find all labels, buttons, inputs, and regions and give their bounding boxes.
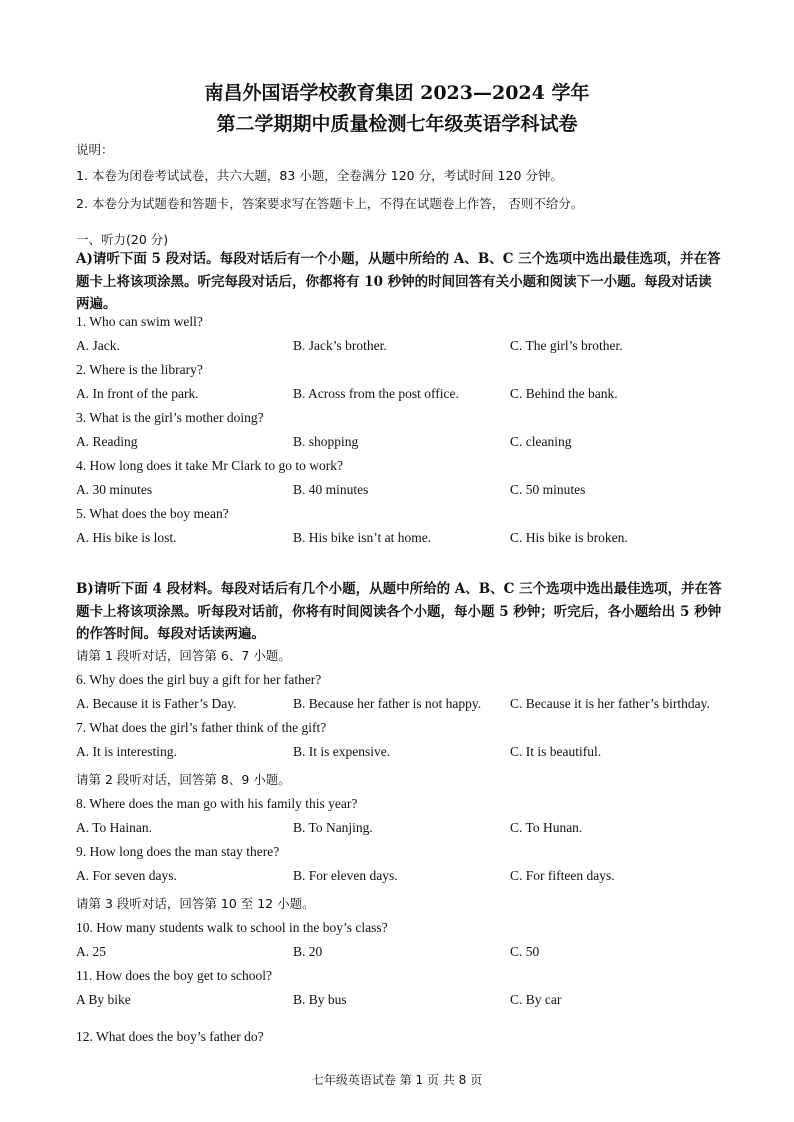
q5-option-c: C. His bike is broken.: [510, 530, 628, 545]
question-9: 9. How long does the man stay there?: [76, 844, 280, 859]
question-6: 6. Why does the girl buy a gift for her father?: [76, 672, 322, 687]
question-4: 4. How long does it take Mr Clark to go to work?: [76, 458, 343, 473]
q3-option-c: C. cleaning: [510, 434, 572, 449]
q4-option-c: C. 50 minutes: [510, 482, 586, 497]
question-7: 7. What does the girl’s father think of the gift?: [76, 720, 327, 735]
q3-option-b: B. shopping: [293, 434, 359, 449]
q2-option-a: A. In front of the park.: [76, 386, 199, 401]
notes-label: 说明：: [76, 142, 114, 157]
q4-option-b: B. 40 minutes: [293, 482, 369, 497]
question-11: 11. How does the boy get to school?: [76, 968, 272, 983]
q6-option-a: A. Because it is Father’s Day.: [76, 696, 237, 711]
q2-option-c: C. Behind the bank.: [510, 386, 618, 401]
exam-title-line2: 第二学期期中质量检测七年级英语学科试卷: [216, 113, 578, 135]
question-3: 3. What is the girl’s mother doing?: [76, 410, 264, 425]
question-5: 5. What does the boy mean?: [76, 506, 229, 521]
question-1: 1. Who can swim well?: [76, 314, 203, 329]
q9-option-a: A. For seven days.: [76, 868, 177, 883]
note-item-1: 1. 本卷为闭卷考试试卷，共六大题，83 小题，全卷满分 120 分，考试时间 120 分钟。: [76, 168, 563, 183]
q6-option-b: B. Because her father is not happy.: [293, 696, 482, 711]
q1-option-a: A. Jack.: [76, 338, 120, 353]
q11-option-c: C. By car: [510, 992, 562, 1007]
part-b-instruction: B)请听下面 4 段材料。每段对话后有几个小题，从题中所给的 A、B、C 三个选项中选出最佳选项，并在答题卡上将该项涂黑。听每段对话前，你将有时间阅读各个小题，每小题 5 秒钟；听完后，各小题给出 5 秒钟的作答时间。每段对话读两遍。: [76, 581, 722, 642]
q7-option-b: B. It is expensive.: [293, 744, 391, 759]
question-2: 2. Where is the library?: [76, 362, 203, 377]
passage-3-note: 请第 3 段听对话，回答第 10 至 12 小题。: [76, 896, 315, 911]
passage-2-note: 请第 2 段听对话，回答第 8、9 小题。: [76, 772, 291, 787]
q6-option-c: C. Because it is her father’s birthday.: [510, 696, 710, 711]
q4-option-a: A. 30 minutes: [76, 482, 153, 497]
question-8: 8. Where does the man go with his family this year?: [76, 796, 358, 811]
q5-option-b: B. His bike isn’t at home.: [293, 530, 432, 545]
q10-option-a: A. 25: [76, 944, 106, 959]
note-item-2: 2. 本卷分为试题卷和答题卡，答案要求写在答题卡上，不得在试题卷上作答， 否则不给分。: [76, 196, 584, 211]
passage-1-note: 请第 1 段听对话，回答第 6、7 小题。: [76, 648, 291, 663]
part-a-instruction: A)请听下面 5 段对话。每段对话后有一个小题，从题中所给的 A、B、C 三个选项中选出最佳选项，并在答题卡上将该项涂黑。听完每段对话后，你都将有 10 秒钟的时间回答有关小题和阅读下一小题。每段对话读两遍。: [76, 251, 721, 312]
q10-option-c: C. 50: [510, 944, 540, 959]
q8-option-c: C. To Hunan.: [510, 820, 583, 835]
q10-option-b: B. 20: [293, 944, 323, 959]
question-12: 12. What does the boy’s father do?: [76, 1029, 264, 1044]
q1-option-c: C. The girl’s brother.: [510, 338, 623, 353]
section-heading-listening: 一、听力(20 分): [76, 232, 169, 247]
q1-option-b: B. Jack’s brother.: [293, 338, 387, 353]
q9-option-c: C. For fifteen days.: [510, 868, 615, 883]
q7-option-a: A. It is interesting.: [76, 744, 177, 759]
page-footer: 七年级英语试卷 第 1 页 共 8 页: [311, 1073, 483, 1087]
q8-option-b: B. To Nanjing.: [293, 820, 373, 835]
q7-option-c: C. It is beautiful.: [510, 744, 602, 759]
q9-option-b: B. For eleven days.: [293, 868, 398, 883]
q3-option-a: A. Reading: [76, 434, 138, 449]
q11-option-b: B. By bus: [293, 992, 347, 1007]
exam-title-line1: 南昌外国语学校教育集团 2023—2024 学年: [204, 82, 590, 104]
q2-option-b: B. Across from the post office.: [293, 386, 459, 401]
q11-option-a: A By bike: [76, 992, 131, 1007]
q8-option-a: A. To Hainan.: [76, 820, 153, 835]
question-10: 10. How many students walk to school in the boy’s class?: [76, 920, 388, 935]
q5-option-a: A. His bike is lost.: [76, 530, 177, 545]
